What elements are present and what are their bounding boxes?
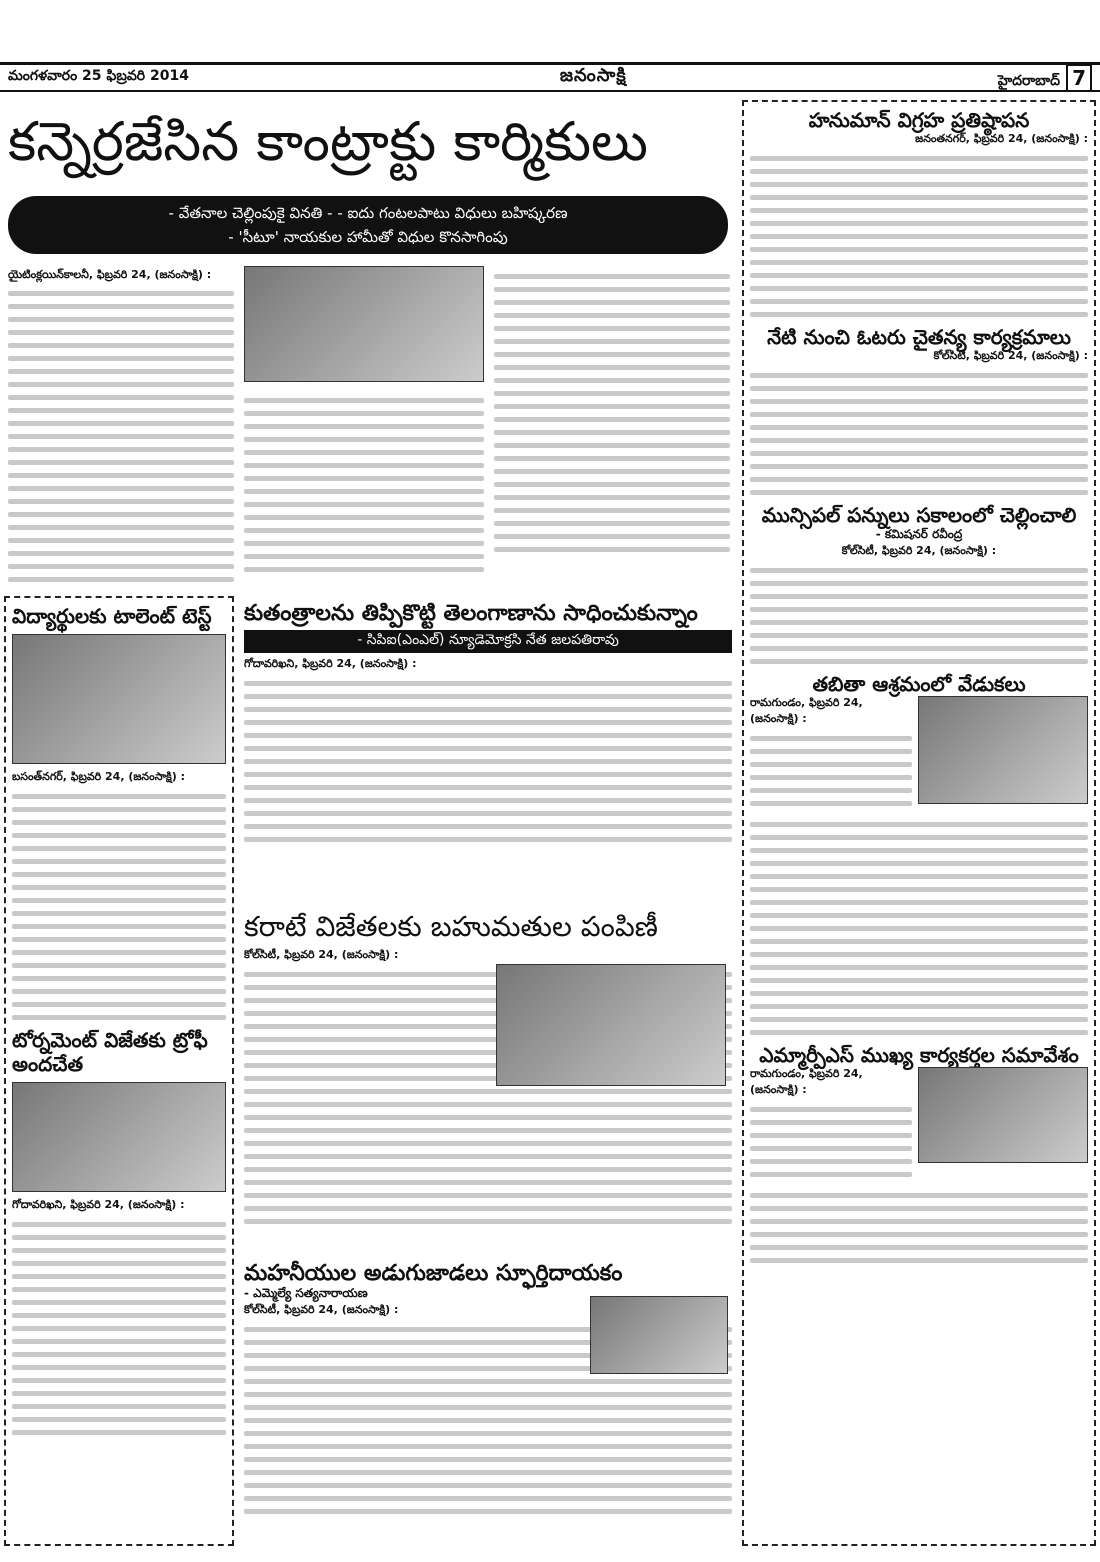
- talent-photo: [12, 634, 226, 764]
- hanuman-dateline: జనంతనగర్, ఫిబ్రవరి 24, (జనంసాక్షి) :: [915, 132, 1088, 145]
- talent-title: విద్యార్థులకు టాలెంట్ టెస్ట్: [12, 604, 212, 628]
- lead-dateline: యైటింక్లయిన్‌కాలనీ, ఫిబ్రవరి 24, (జనంసాక్షి) :: [8, 268, 212, 281]
- ashram-body: [750, 696, 1088, 814]
- ashram-title: తబితా ఆశ్రమంలో వేడుకలు: [812, 672, 1026, 696]
- ashram-text: [750, 696, 912, 814]
- lead-headline: కన్నెర్రజేసిన కాంట్రాక్టు కార్మికులు: [8, 110, 648, 173]
- ashram-photo: [918, 696, 1088, 804]
- voters-dateline: కోల్‌సిటీ, ఫిబ్రవరి 24, (జనంసాక్షి) :: [933, 349, 1088, 362]
- mrps-photo: [918, 1067, 1088, 1163]
- mrps-title: ఎమ్మార్పీఎస్ ముఖ్య కార్యకర్తల సమావేశం: [759, 1043, 1079, 1067]
- karate-title: కరాటే విజేతలకు బహుమతుల పంపిణీ: [244, 910, 658, 943]
- talent-dateline: బసంత్‌నగర్, ఫిబ్రవరి 24, (జనంసాక్షి) :: [12, 770, 186, 783]
- ashram-dateline: రామగుండం, ఫిబ్రవరి 24, (జనంసాక్షి) :: [750, 696, 863, 725]
- paper-name: జనంసాక్షి: [559, 65, 627, 86]
- voters-title: నేటి నుంచి ఓటరు చైతన్య కార్యక్రమాలు: [767, 325, 1071, 349]
- trophy-photo: [12, 1082, 226, 1192]
- lead-photo: [244, 266, 484, 382]
- telangana-subtitle: - సిపిఐ(ఎంఎల్) న్యూడెమోక్రసి నేత జలపతిరావు: [244, 630, 732, 653]
- telangana-dateline: గోదావరిఖని, ఫిబ్రవరి 24, (జనంసాక్షి) :: [244, 657, 417, 671]
- right-column: [742, 100, 1096, 1546]
- lead-subheadline: [8, 196, 728, 254]
- leaders-title: మహనీయుల అడుగుజాడలు స్ఫూర్తిదాయకం: [244, 1260, 623, 1286]
- page-number: 7: [1066, 64, 1092, 92]
- telangana-title: కుతంత్రాలను తిప్పికొట్టి తెలంగాణాను సాధించుకున్నాం: [244, 600, 698, 626]
- lead-article-col3: [494, 266, 730, 560]
- trophy-dateline: గోదావరిఖని, ఫిబ్రవరి 24, (జనంసాక్షి) :: [12, 1198, 185, 1211]
- city-name: హైదరాబాద్: [997, 72, 1061, 89]
- lead-sub-2: - 'సీటూ' నాయకుల హామీతో విధుల కొనసాగింపు: [228, 228, 508, 246]
- lead-article-col1: [8, 266, 234, 590]
- hanuman-title: హనుమాన్ విగ్రహ ప్రతిష్ఠాపన: [808, 108, 1030, 132]
- mrps-body: [750, 1067, 1088, 1185]
- masthead: [0, 62, 1100, 92]
- tax-title: మున్సిపల్ పన్నులు సకాలంలో చెల్లించాలి: [761, 503, 1077, 527]
- leaders-dateline: కోల్‌సిటీ, ఫిబ్రవరి 24, (జనంసాక్షి) :: [244, 1303, 399, 1317]
- karate-photo: [496, 964, 726, 1086]
- leaders-photo: [590, 1296, 728, 1374]
- mrps-dateline: రామగుండం, ఫిబ్రవరి 24, (జనంసాక్షి) :: [750, 1067, 863, 1096]
- telangana-article: [244, 600, 732, 850]
- tax-subtitle: - కమిషనర్ రవీంద్ర: [875, 527, 963, 541]
- left-column: [4, 596, 234, 1546]
- mrps-text: [750, 1067, 912, 1185]
- lead-article-col2: [244, 390, 484, 580]
- leaders-subtitle: - ఎమ్మెల్యే సత్యనారాయణ: [244, 1286, 368, 1301]
- lead-sub-1: - వేతనాల చెల్లింపుకై వినతి - - ఐదు గంటలపాటు విధులు బహిష్కరణ: [168, 204, 568, 222]
- tax-dateline: కోల్‌సిటీ, ఫిబ్రవరి 24, (జనంసాక్షి) :: [841, 544, 997, 557]
- trophy-title: టోర్నమెంట్ విజేతకు ట్రోఫీ అందచేత: [12, 1028, 208, 1076]
- issue-date: మంగళవారం 25 ఫిబ్రవరి 2014: [8, 68, 189, 84]
- city-page: [998, 64, 1092, 92]
- karate-dateline: కోల్‌సిటీ, ఫిబ్రవరి 24, (జనంసాక్షి) :: [244, 947, 399, 961]
